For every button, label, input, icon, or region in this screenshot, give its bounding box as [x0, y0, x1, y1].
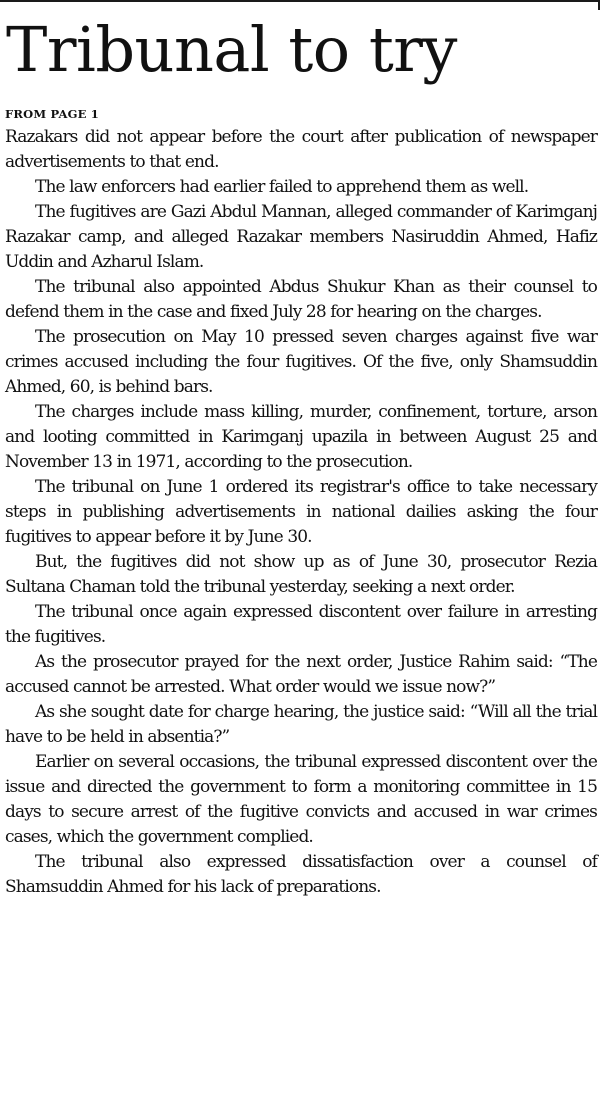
headline: Tribunal to try — [6, 13, 457, 86]
article-paragraph-4: The tribunal also appointed Abdus Shukur Khan as their counsel to defend them in the case and fixed July 28 for hearing on the charges. — [5, 277, 597, 322]
article-paragraph-2: The law enforcers had earlier failed to apprehend them as well. — [35, 177, 529, 197]
article-paragraph-10: As the prosecutor prayed for the next order, Justice Rahim said: “The accused cannot be arrested. What order would we issue now?” — [5, 652, 597, 697]
article-paragraph-7: The tribunal on June 1 ordered its registrar's office to take necessary steps in publishing advertisements in national dailies asking the four fugitives to appear before it by June 30. — [5, 477, 597, 547]
article-paragraph-5: The prosecution on May 10 pressed seven charges against five war crimes accused including the four fugitives. Of the five, only Shamsuddin Ahmed, 60, is behind bars. — [5, 327, 597, 397]
article-paragraph-13: The tribunal also expressed dissatisfaction over a counsel of Shamsuddin Ahmed for his lack of preparations. — [5, 852, 597, 897]
article-paragraph-8: But, the fugitives did not show up as of June 30, prosecutor Rezia Sultana Chaman told the tribunal yesterday, seeking a next order. — [5, 552, 597, 597]
article-paragraph-1: Razakars did not appear before the court after publication of newspaper advertisements to that end. — [5, 127, 597, 172]
jump-line: FROM PAGE 1 — [5, 107, 99, 121]
article-paragraph-9: The tribunal once again expressed discontent over failure in arresting the fugitives. — [5, 602, 597, 647]
column-rule — [598, 0, 600, 10]
top-rule — [0, 0, 599, 2]
article-paragraph-11: As she sought date for charge hearing, the justice said: “Will all the trial have to be held in absentia?” — [5, 702, 597, 747]
article-paragraph-12: Earlier on several occasions, the tribunal expressed discontent over the issue and directed the government to form a monitoring committee in 15 days to secure arrest of the fugitive convicts and accused in war crimes cases, which the government complied. — [5, 752, 597, 847]
article-paragraph-6: The charges include mass killing, murder, confinement, torture, arson and looting committed in Karimganj upazila in between August 25 and November 13 in 1971, according to the prosecution. — [5, 402, 597, 472]
article-body — [5, 125, 597, 900]
article-paragraph-3: The fugitives are Gazi Abdul Mannan, alleged commander of Karimganj Razakar camp, and alleged Razakar members Nasiruddin Ahmed, Hafiz Uddin and Azharul Islam. — [5, 202, 597, 272]
